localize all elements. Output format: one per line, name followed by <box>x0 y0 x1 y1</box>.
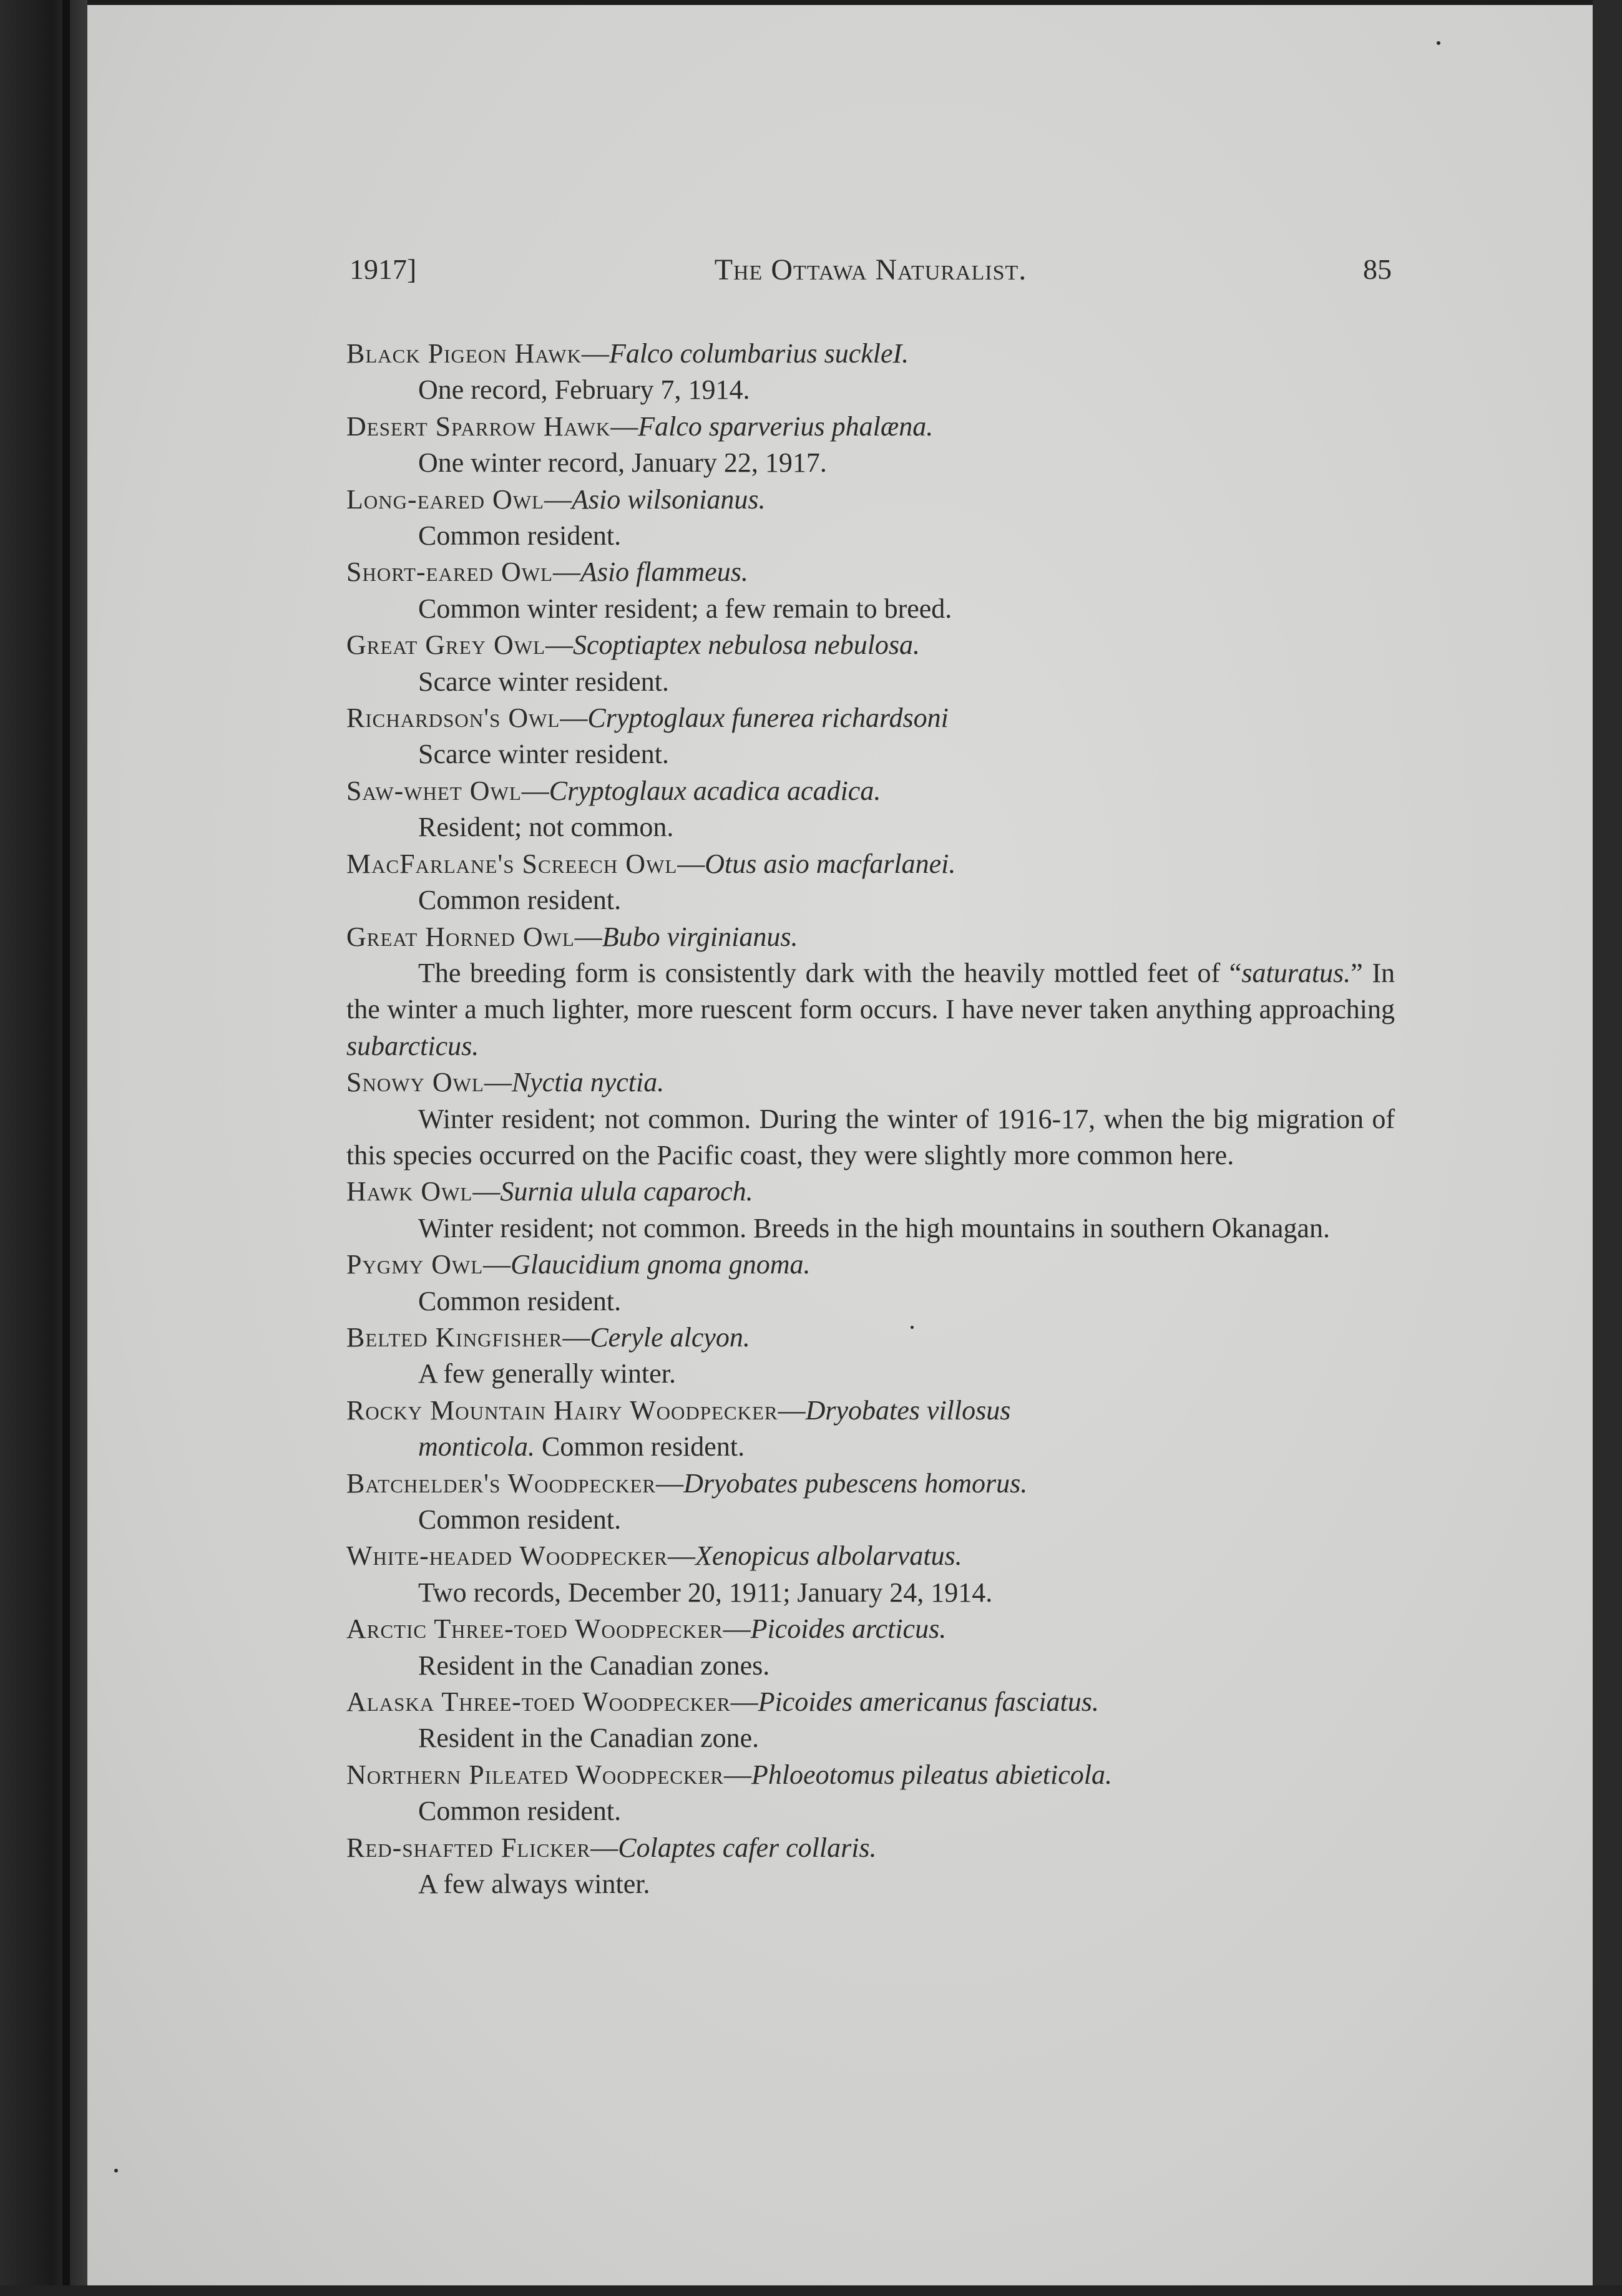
scientific-name: Glaucidium gnoma gnoma. <box>511 1249 811 1280</box>
em-dash: — <box>574 921 602 952</box>
species-heading <box>346 627 1395 663</box>
em-dash: — <box>590 1832 618 1863</box>
scientific-name: Nyctia nyctia. <box>511 1067 665 1098</box>
scientific-name: Picoides arcticus. <box>750 1613 947 1645</box>
species-note <box>346 1210 1395 1247</box>
common-name: Snowy Owl <box>346 1067 484 1098</box>
scientific-name: Falco sparverius phalæna. <box>638 411 934 442</box>
species-heading <box>346 1830 1395 1866</box>
scientific-name: Ceryle alcyon. <box>590 1321 750 1353</box>
italic-term: subarcticus. <box>346 1030 479 1061</box>
em-dash: — <box>723 1613 751 1645</box>
species-note: Common resident. <box>418 885 622 916</box>
scientific-name: Dryobates pubescens homorus. <box>683 1467 1028 1499</box>
common-name: Great Horned Owl <box>346 921 575 952</box>
common-name: Richardson's Owl <box>346 703 560 734</box>
scan-bottom-edge <box>0 2285 1622 2296</box>
header-year: 1917] <box>349 253 417 285</box>
species-heading <box>346 1684 1395 1720</box>
species-note: Common resident. <box>541 1431 745 1462</box>
species-note: Resident in the Canadian zone. <box>418 1723 760 1754</box>
species-entry <box>346 1830 1395 1903</box>
binding-line <box>62 0 70 2296</box>
em-dash: — <box>521 775 549 806</box>
scientific-name: Phloeotomus pileatus abieticola. <box>751 1759 1112 1790</box>
species-heading-continuation <box>346 1429 1395 1465</box>
common-name: Long-eared Owl <box>346 484 544 515</box>
scientific-name: Xenopicus albolarvatus. <box>695 1540 962 1572</box>
common-name: Alaska Three-toed Woodpecker <box>346 1686 731 1718</box>
species-entry <box>346 336 1395 409</box>
page-content <box>259 0 1395 2246</box>
em-dash: — <box>667 1540 695 1572</box>
em-dash: — <box>730 1686 758 1718</box>
italic-term: saturatus. <box>1241 957 1351 988</box>
common-name: Black Pigeon Hawk <box>346 338 582 369</box>
em-dash: — <box>544 484 572 515</box>
scientific-name: Asio wilsonianus. <box>572 484 766 515</box>
species-note <box>346 1101 1395 1174</box>
species-heading <box>346 700 1395 736</box>
scan-right-edge <box>1593 0 1622 2296</box>
species-entry <box>346 1538 1395 1611</box>
species-heading <box>346 1064 1395 1101</box>
species-note: Common resident. <box>418 1504 622 1535</box>
species-entry <box>346 1393 1395 1466</box>
scientific-name: Scoptiaptex nebulosa nebulosa. <box>573 630 921 661</box>
species-note: Common resident. <box>418 1796 622 1827</box>
species-heading <box>346 482 1395 518</box>
species-note: One winter record, January 22, 1917. <box>418 447 827 479</box>
species-entry <box>346 554 1395 627</box>
scientific-name: Otus asio macfarlanei. <box>705 848 956 879</box>
species-note: Common winter resident; a few remain to breed. <box>418 593 952 624</box>
scientific-name: Cryptoglaux funerea richardsoni <box>587 703 949 734</box>
scientific-name: Picoides americanus fasciatus. <box>758 1686 1099 1718</box>
common-name: Hawk Owl <box>346 1176 473 1207</box>
species-note: Scarce winter resident. <box>418 739 669 770</box>
common-name: Red-shafted Flicker <box>346 1832 591 1863</box>
common-name: Great Grey Owl <box>346 630 546 661</box>
species-note: Resident in the Canadian zones. <box>418 1650 770 1681</box>
header-title: The Ottawa Naturalist. <box>714 253 1027 286</box>
species-entry <box>346 1684 1395 1757</box>
scan-speck <box>1610 2118 1616 2127</box>
species-heading <box>346 1611 1395 1647</box>
common-name: Batchelder's Woodpecker <box>346 1467 657 1499</box>
em-dash: — <box>562 1321 590 1353</box>
species-note: A few generally winter. <box>418 1358 676 1389</box>
common-name: Desert Sparrow Hawk <box>346 411 611 442</box>
species-heading <box>346 1320 1395 1356</box>
page-number: 85 <box>1363 253 1392 285</box>
em-dash: — <box>778 1394 806 1426</box>
species-heading <box>346 1757 1395 1793</box>
scientific-name: Asio flammeus. <box>580 557 748 588</box>
species-note: A few always winter. <box>418 1869 650 1900</box>
species-entry <box>346 919 1395 1065</box>
common-name: Pygmy Owl <box>346 1249 484 1280</box>
em-dash: — <box>656 1467 684 1499</box>
common-name: Short-eared Owl <box>346 557 553 588</box>
em-dash: — <box>581 338 609 369</box>
species-note: One record, February 7, 1914. <box>418 374 750 406</box>
species-entry <box>346 482 1395 555</box>
species-heading <box>346 1247 1395 1283</box>
note-text: The breeding form is consistently dark with the heavily mottled feet of “ <box>418 957 1242 988</box>
em-dash: — <box>472 1176 501 1207</box>
common-name: Belted Kingfisher <box>346 1321 563 1353</box>
species-entry <box>346 409 1395 482</box>
em-dash: — <box>484 1067 512 1098</box>
note-text: Winter resident; not common. During the winter of 1916-17, when the big migration of this species occurred on the Pacific coast, they were slightly more common here. <box>346 1103 1395 1170</box>
species-entry <box>346 1466 1395 1539</box>
common-name: Saw-whet Owl <box>346 775 522 806</box>
species-heading <box>346 773 1395 809</box>
species-entry <box>346 1320 1395 1393</box>
species-heading <box>346 554 1395 590</box>
species-heading <box>346 1393 1395 1429</box>
scientific-name: Bubo virginianus. <box>602 921 798 952</box>
species-heading <box>346 409 1395 445</box>
species-note: Scarce winter resident. <box>418 666 669 697</box>
species-heading <box>346 336 1395 372</box>
note-text: Winter resident; not common. Breeds in the high mountains in southern Okanagan. <box>418 1212 1330 1243</box>
species-heading <box>346 1174 1395 1210</box>
em-dash: — <box>610 411 638 442</box>
scientific-name: Falco columbarius suckleI. <box>608 338 909 369</box>
species-entry <box>346 846 1395 919</box>
species-entry <box>346 1757 1395 1830</box>
species-entry <box>346 1174 1395 1247</box>
scan-speck <box>1437 41 1440 45</box>
em-dash: — <box>723 1759 751 1790</box>
note-text: ” In the winter a much lighter, more ruescent form occurs. I have never taken anything approaching <box>346 957 1395 1025</box>
species-list <box>346 336 1395 1902</box>
species-heading <box>346 846 1395 882</box>
species-note: Resident; not common. <box>418 812 674 843</box>
species-entry <box>346 627 1395 700</box>
scientific-name: Dryobates villosus <box>805 1394 1011 1426</box>
common-name: White-headed Woodpecker <box>346 1540 668 1572</box>
common-name: MacFarlane's Screech Owl <box>346 848 678 879</box>
species-heading <box>346 919 1395 955</box>
em-dash: — <box>483 1249 511 1280</box>
scientific-name: Cryptoglaux acadica acadica. <box>549 775 881 806</box>
species-entry <box>346 1064 1395 1174</box>
common-name: Rocky Mountain Hairy Woodpecker <box>346 1394 778 1426</box>
species-note <box>346 955 1395 1064</box>
common-name: Northern Pileated Woodpecker <box>346 1759 724 1790</box>
scientific-name: Colaptes cafer collaris. <box>618 1832 877 1863</box>
species-heading <box>346 1538 1395 1574</box>
species-heading <box>346 1466 1395 1502</box>
species-note: Common resident. <box>418 1285 622 1316</box>
species-entry <box>346 700 1395 773</box>
species-note: Two records, December 20, 1911; January 24, 1914. <box>418 1577 993 1608</box>
em-dash: — <box>677 848 705 879</box>
scientific-name-continued: monticola. <box>418 1431 535 1462</box>
em-dash: — <box>560 703 588 734</box>
species-entry <box>346 1247 1395 1320</box>
species-entry <box>346 773 1395 846</box>
scan-speck <box>911 1326 914 1329</box>
scientific-name: Surnia ulula caparoch. <box>500 1176 753 1207</box>
em-dash: — <box>552 557 580 588</box>
running-header <box>349 253 1392 296</box>
species-note: Common resident. <box>418 520 622 552</box>
scan-speck <box>114 2169 118 2172</box>
em-dash: — <box>545 630 574 661</box>
species-entry <box>346 1611 1395 1684</box>
scan-gutter <box>0 0 87 2296</box>
common-name: Arctic Three-toed Woodpecker <box>346 1613 723 1645</box>
